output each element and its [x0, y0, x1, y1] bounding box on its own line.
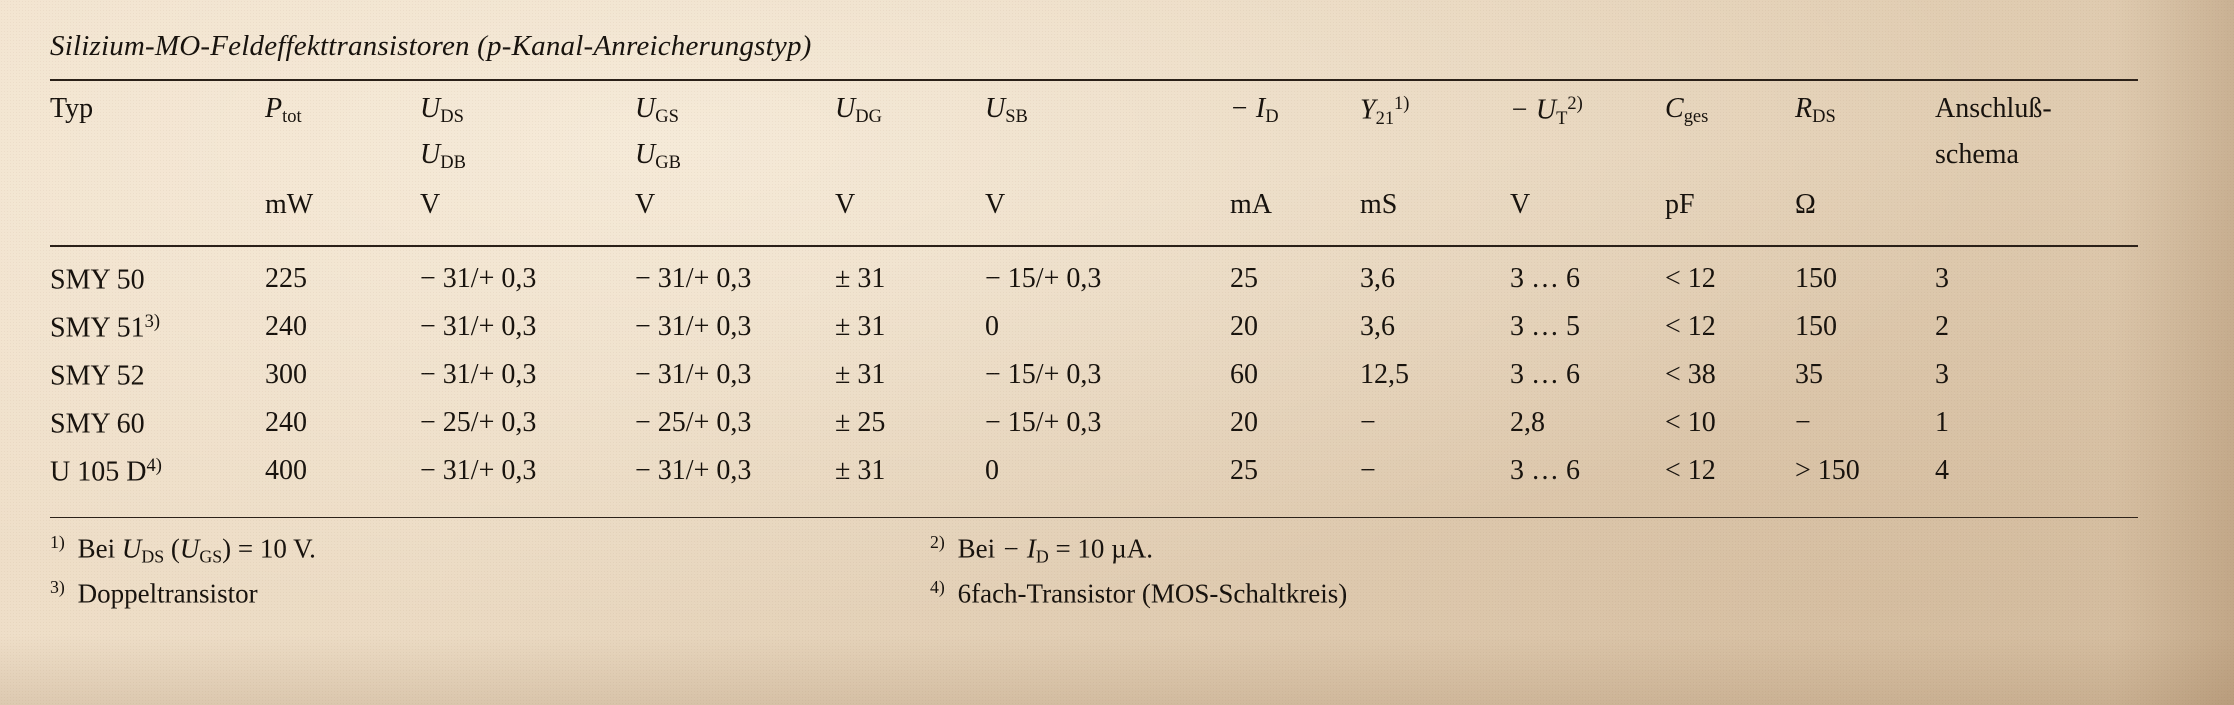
header-ptot: $P_{tot}$ — [265, 93, 302, 127]
cell-udg: ± 31 — [835, 454, 886, 486]
cell-rds: 150 — [1795, 310, 1837, 342]
header-typ-cont — [50, 137, 265, 183]
header-ut: − $U_T^{2)}$ — [1510, 93, 1583, 128]
cell-uds: − 25/+ 0,3 — [420, 406, 537, 438]
cell-anschluss: 2 — [1935, 310, 1949, 342]
cell-ptot: 300 — [265, 358, 307, 390]
cell-cges: < 12 — [1665, 262, 1716, 294]
header-id-cont — [1230, 137, 1360, 183]
cell-ut: 3 … 6 — [1510, 454, 1580, 486]
cell-id: 20 — [1230, 310, 1258, 342]
cell-y21: − — [1360, 406, 1376, 438]
header-udg: $U_{DG}$ — [835, 93, 882, 127]
cell-ugs: − 31/+ 0,3 — [635, 262, 752, 294]
unit-cges: pF — [1665, 189, 1695, 220]
footnote-1: $^{1)}$ Bei $U_{DS}$ $(U_{GS}) = 10$ V. — [50, 532, 316, 567]
unit-id: mA — [1230, 189, 1272, 220]
header-uds: $U_{DS}$ — [420, 93, 464, 127]
table-header-row-1 — [50, 81, 2140, 137]
cell-ptot: 400 — [265, 454, 307, 486]
header-id: − $I_D$ — [1230, 93, 1279, 127]
cell-typ: SMY 51$^{3)}$ — [50, 310, 161, 344]
cell-cges: < 12 — [1665, 454, 1716, 486]
header-udg-cont — [835, 137, 985, 183]
cell-ut: 3 … 6 — [1510, 358, 1580, 390]
unit-ut: V — [1510, 189, 1531, 220]
specifications-table — [50, 81, 2140, 245]
table-row — [50, 407, 2140, 455]
cell-uds: − 31/+ 0,3 — [420, 358, 537, 390]
cell-ut: 3 … 5 — [1510, 310, 1580, 342]
header-ugb: $U_{GB}$ — [635, 139, 681, 173]
header-usb: $U_{SB}$ — [985, 93, 1028, 127]
cell-usb: − 15/+ 0,3 — [985, 406, 1102, 438]
header-anschlussschema: Anschluß- — [1935, 93, 2052, 124]
unit-rds: Ω — [1795, 189, 1816, 220]
cell-ptot: 225 — [265, 262, 307, 294]
header-typ: Typ — [50, 93, 94, 124]
page-edge-shadow-bottom — [0, 635, 2234, 705]
header-cges: $C_{ges}$ — [1665, 93, 1709, 127]
table-row — [50, 455, 2140, 517]
footnote-4: $^{4)}$ 6fach-Transistor (MOS-Schaltkreis) — [930, 577, 1348, 609]
footnote-3: $^{3)}$ Doppeltransistor — [50, 577, 258, 609]
header-y21: $Y_{21}^{1)}$ — [1360, 93, 1410, 128]
table-row — [50, 359, 2140, 407]
cell-id: 25 — [1230, 262, 1258, 294]
table-header-units-row — [50, 183, 2140, 245]
cell-uds: − 31/+ 0,3 — [420, 310, 537, 342]
cell-ugs: − 25/+ 0,3 — [635, 406, 752, 438]
unit-anschluss — [1935, 183, 2140, 245]
cell-cges: < 38 — [1665, 358, 1716, 390]
table-header-row-2 — [50, 137, 2140, 183]
cell-anschluss: 3 — [1935, 358, 1949, 390]
cell-typ: SMY 52 — [50, 360, 145, 392]
header-ptot-cont — [265, 137, 420, 183]
cell-udg: ± 25 — [835, 406, 886, 438]
cell-typ: U 105 $D^{4)}$ — [50, 454, 162, 488]
footnotes-block — [50, 532, 2140, 610]
header-udb: $U_{DB}$ — [420, 139, 466, 173]
unit-y21: mS — [1360, 189, 1398, 220]
cell-ut: 3 … 6 — [1510, 262, 1580, 294]
cell-y21: 3,6 — [1360, 262, 1395, 294]
header-usb-cont — [985, 137, 1230, 183]
cell-usb: − 15/+ 0,3 — [985, 358, 1102, 390]
cell-ut: 2,8 — [1510, 406, 1545, 438]
header-ut-cont — [1510, 137, 1665, 183]
cell-anschluss: 3 — [1935, 262, 1949, 294]
cell-udg: ± 31 — [835, 310, 886, 342]
unit-udg: V — [835, 189, 856, 220]
cell-usb: 0 — [985, 454, 999, 486]
cell-typ: SMY 50 — [50, 264, 145, 296]
cell-uds: − 31/+ 0,3 — [420, 262, 537, 294]
cell-usb: − 15/+ 0,3 — [985, 262, 1102, 294]
header-cges-cont — [1665, 137, 1795, 183]
header-rds: $R_{DS}$ — [1795, 93, 1836, 127]
unit-uds: V — [420, 189, 441, 220]
header-rds-cont — [1795, 137, 1935, 183]
cell-y21: 12,5 — [1360, 358, 1409, 390]
table-caption — [50, 30, 2186, 63]
unit-usb: V — [985, 189, 1006, 220]
cell-id: 25 — [1230, 454, 1258, 486]
cell-ugs: − 31/+ 0,3 — [635, 358, 752, 390]
cell-y21: 3,6 — [1360, 310, 1395, 342]
unit-typ — [50, 183, 265, 245]
cell-uds: − 31/+ 0,3 — [420, 454, 537, 486]
cell-cges: < 12 — [1665, 310, 1716, 342]
cell-ugs: − 31/+ 0,3 — [635, 310, 752, 342]
caption-main-text: Silizium-MO-Feldeffekttransistoren — [50, 30, 470, 62]
cell-cges: < 10 — [1665, 406, 1716, 438]
table-row — [50, 247, 2140, 311]
specifications-table-body — [50, 247, 2140, 517]
cell-ptot: 240 — [265, 406, 307, 438]
cell-id: 20 — [1230, 406, 1258, 438]
table-row — [50, 311, 2140, 359]
cell-rds: 35 — [1795, 358, 1823, 390]
header-y21-cont — [1360, 137, 1510, 183]
cell-y21: − — [1360, 454, 1376, 486]
cell-anschluss: 4 — [1935, 454, 1949, 486]
cell-rds: > 150 — [1795, 454, 1860, 486]
caption-sub-text: (p-Kanal-Anreicherungstyp) — [477, 30, 812, 62]
cell-typ: SMY 60 — [50, 408, 145, 440]
cell-udg: ± 31 — [835, 358, 886, 390]
cell-ptot: 240 — [265, 310, 307, 342]
cell-anschluss: 1 — [1935, 406, 1949, 438]
cell-rds: − — [1795, 406, 1811, 438]
cell-usb: 0 — [985, 310, 999, 342]
cell-ugs: − 31/+ 0,3 — [635, 454, 752, 486]
footnote-2: $^{2)}$ Bei − $I_D = 10$ µA. — [930, 532, 1153, 567]
table-bottom-rule — [50, 517, 2138, 519]
cell-rds: 150 — [1795, 262, 1837, 294]
unit-ugs: V — [635, 189, 656, 220]
cell-udg: ± 31 — [835, 262, 886, 294]
header-ugs: $U_{GS}$ — [635, 93, 679, 127]
header-anschlussschema-line2: schema — [1935, 139, 2019, 170]
unit-ptot: mW — [265, 189, 314, 220]
cell-id: 60 — [1230, 358, 1258, 390]
